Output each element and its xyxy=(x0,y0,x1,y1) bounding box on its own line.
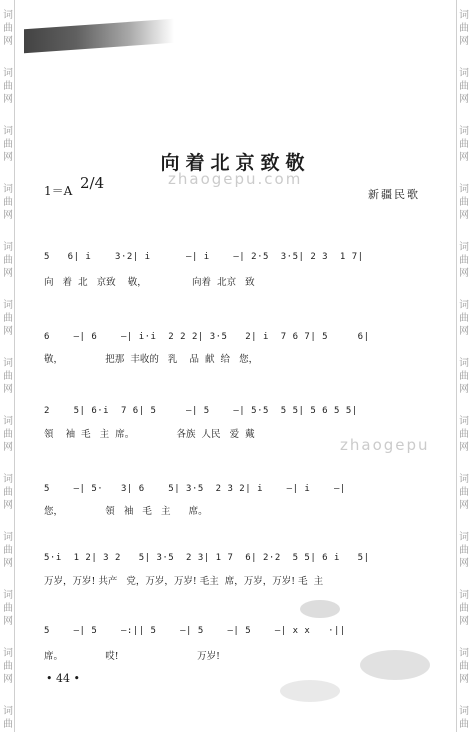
song-title: 向着北京致敬 xyxy=(160,152,311,174)
left-watermark-char: 曲 xyxy=(3,255,13,266)
left-watermark-char: 词 xyxy=(3,416,13,427)
left-watermark-char: 词 xyxy=(3,10,13,21)
right-watermark-char: 网 xyxy=(459,210,469,221)
right-watermark-char: 网 xyxy=(459,384,469,395)
left-watermark-char: 词 xyxy=(3,474,13,485)
left-watermark-char: 网 xyxy=(3,616,13,627)
notation-line-6: 5 —| 5 —:|| 5 —| 5 —| 5 —| x x ·|| xyxy=(44,626,346,636)
right-watermark-char: 曲 xyxy=(459,719,469,730)
left-watermark-char: 曲 xyxy=(3,197,13,208)
right-watermark-char: 词 xyxy=(459,10,469,21)
page-number: • 44 • xyxy=(46,672,80,685)
right-watermark-char: 词 xyxy=(459,184,469,195)
site-watermark-2: zhaogepu xyxy=(340,436,430,454)
lyrics-line-2: 敬， 把那 丰收的 乳 品 献 给 您， xyxy=(44,354,259,365)
left-watermark-char: 网 xyxy=(3,210,13,221)
scan-stain xyxy=(360,650,430,680)
right-watermark-char: 曲 xyxy=(459,545,469,556)
notation-line-5: 5·i 1 2| 3 2 5| 3·5 2 3| 1 7 6| 2·2 5 5| 6 i 5| xyxy=(44,553,370,563)
notation-line-2: 6 —| 6 —| i·i 2 2 2| 3·5 2| i 7 6 7| 5 6| xyxy=(44,332,370,342)
left-watermark-char: 网 xyxy=(3,152,13,163)
left-watermark-char: 词 xyxy=(3,648,13,659)
left-watermark-char: 曲 xyxy=(3,661,13,672)
right-watermark-char: 曲 xyxy=(459,603,469,614)
left-watermark-char: 曲 xyxy=(3,371,13,382)
left-watermark-char: 词 xyxy=(3,300,13,311)
lyrics-line-3: 領 袖 毛 主 席。 各族 人民 爱 戴 xyxy=(44,429,255,440)
left-watermark-char: 词 xyxy=(3,706,13,717)
left-watermark-char: 词 xyxy=(3,358,13,369)
left-watermark-char: 曲 xyxy=(3,313,13,324)
right-watermark-char: 词 xyxy=(459,358,469,369)
left-watermark-char: 网 xyxy=(3,384,13,395)
left-watermark-char: 网 xyxy=(3,94,13,105)
left-watermark-char: 网 xyxy=(3,326,13,337)
lyrics-line-1: 向 着 北 京致 敬， 向着 北京 致 xyxy=(44,277,255,288)
left-watermark-char: 网 xyxy=(3,442,13,453)
right-watermark-char: 曲 xyxy=(459,371,469,382)
left-watermark-char: 曲 xyxy=(3,719,13,730)
song-credit: 新疆民歌 xyxy=(368,188,420,201)
left-watermark-char: 词 xyxy=(3,242,13,253)
right-watermark-char: 词 xyxy=(459,242,469,253)
right-watermark-char: 网 xyxy=(459,558,469,569)
notation-line-4: 5 —| 5· 3| 6 5| 3·5 2 3 2| i —| i —| xyxy=(44,484,346,494)
right-watermark-char: 曲 xyxy=(459,23,469,34)
right-watermark-char: 词 xyxy=(459,126,469,137)
scan-stain xyxy=(280,680,340,702)
left-watermark-char: 网 xyxy=(3,558,13,569)
left-watermark-char: 网 xyxy=(3,500,13,511)
notation-line-3: 2 5| 6·i 7 6| 5 —| 5 —| 5·5 5 5| 5 6 5 5| xyxy=(44,406,358,416)
left-watermark-char: 网 xyxy=(3,268,13,279)
right-watermark-char: 曲 xyxy=(459,197,469,208)
left-watermark-char: 网 xyxy=(3,36,13,47)
right-watermark-char: 词 xyxy=(459,706,469,717)
right-watermark-char: 网 xyxy=(459,616,469,627)
scan-stain xyxy=(300,600,340,618)
right-watermark-char: 曲 xyxy=(459,661,469,672)
lyrics-line-5: 万岁，万岁! 共产 党，万岁，万岁! 毛主 席，万岁，万岁! 毛 主 xyxy=(44,576,324,587)
right-watermark-char: 网 xyxy=(459,326,469,337)
left-watermark-char: 网 xyxy=(3,674,13,685)
right-watermark-char: 网 xyxy=(459,36,469,47)
site-watermark: zhaogepu.com xyxy=(168,170,303,188)
right-watermark-char: 网 xyxy=(459,268,469,279)
left-watermark-char: 词 xyxy=(3,126,13,137)
left-watermark-char: 词 xyxy=(3,184,13,195)
time-signature: 2/4 xyxy=(80,174,105,192)
left-watermark-char: 曲 xyxy=(3,81,13,92)
right-watermark-char: 曲 xyxy=(459,139,469,150)
right-watermark-char: 词 xyxy=(459,590,469,601)
left-watermark-char: 曲 xyxy=(3,23,13,34)
right-watermark-char: 网 xyxy=(459,152,469,163)
right-watermark-char: 网 xyxy=(459,442,469,453)
right-watermark-char: 网 xyxy=(459,500,469,511)
left-watermark-char: 词 xyxy=(3,68,13,79)
right-watermark-char: 曲 xyxy=(459,255,469,266)
right-watermark-char: 曲 xyxy=(459,81,469,92)
left-watermark-char: 曲 xyxy=(3,487,13,498)
right-watermark-char: 词 xyxy=(459,648,469,659)
right-watermark-char: 词 xyxy=(459,300,469,311)
right-watermark-char: 词 xyxy=(459,532,469,543)
left-watermark-char: 词 xyxy=(3,590,13,601)
lyrics-line-6: 席。 哎! 万岁! xyxy=(44,651,220,662)
left-watermark-char: 曲 xyxy=(3,603,13,614)
left-watermark-char: 词 xyxy=(3,532,13,543)
notation-line-1: 5 6| i 3·2| i —| i —| 2·5 3·5| 2 3 1 7| xyxy=(44,252,364,262)
left-watermark-char: 曲 xyxy=(3,429,13,440)
lyrics-line-4: 您， 領 袖 毛 主 席。 xyxy=(44,506,208,517)
left-watermark-char: 曲 xyxy=(3,545,13,556)
right-watermark-char: 网 xyxy=(459,674,469,685)
left-watermark-char: 曲 xyxy=(3,139,13,150)
right-watermark-char: 词 xyxy=(459,416,469,427)
right-watermark-char: 网 xyxy=(459,94,469,105)
scan-smudge xyxy=(24,19,174,53)
right-watermark-char: 词 xyxy=(459,68,469,79)
right-watermark-char: 曲 xyxy=(459,429,469,440)
right-watermark-char: 曲 xyxy=(459,487,469,498)
right-watermark-char: 词 xyxy=(459,474,469,485)
right-watermark-char: 曲 xyxy=(459,313,469,324)
key-signature: 1＝A xyxy=(44,184,73,198)
